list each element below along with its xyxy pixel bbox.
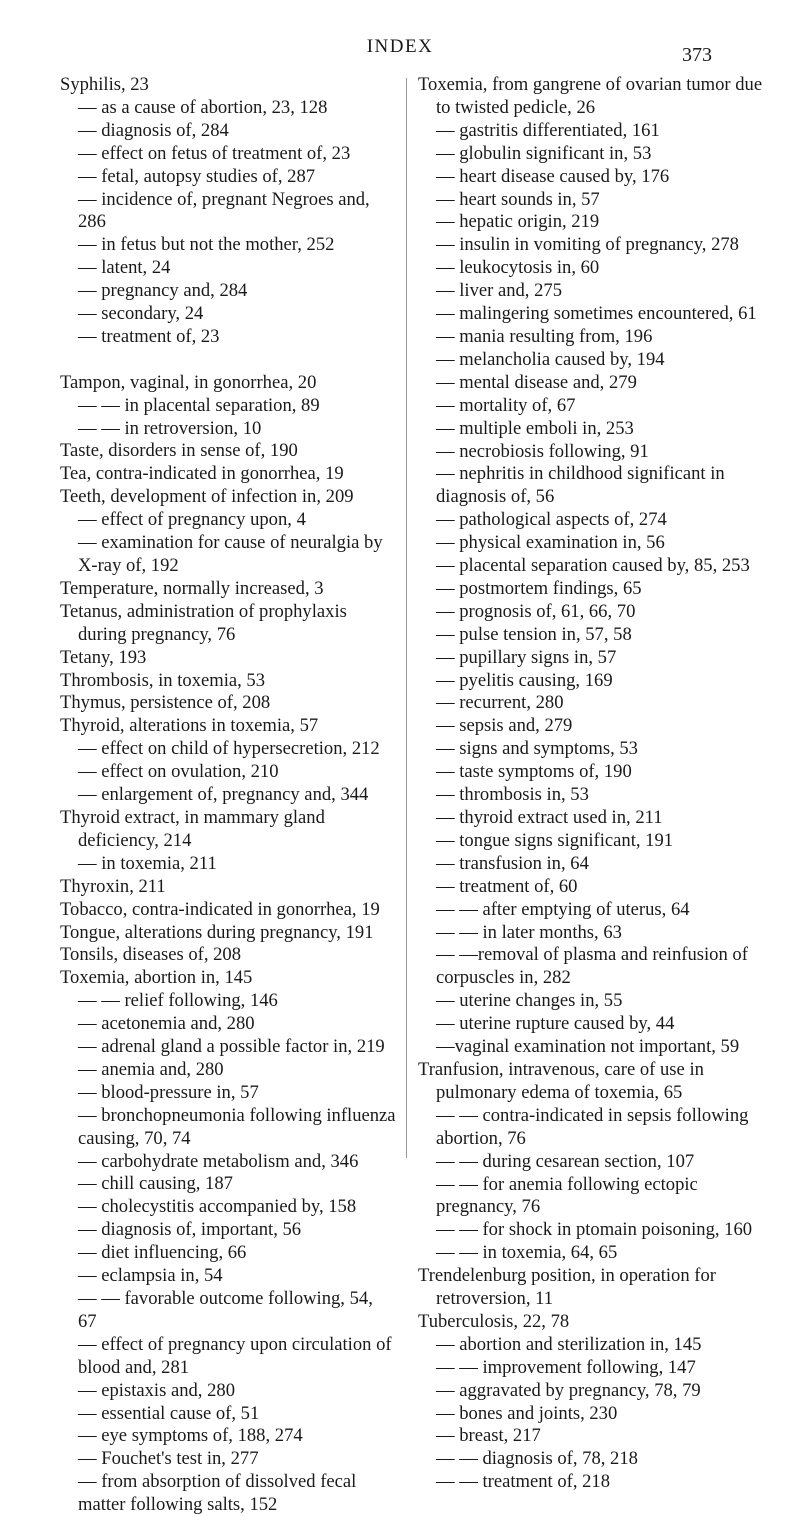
index-subentry: — mania resulting from, 196 bbox=[436, 325, 653, 347]
index-subentry: — chill causing, 187 bbox=[78, 1173, 233, 1195]
index-subentry: — — after emptying of uterus, 64 bbox=[436, 898, 690, 920]
index-subentry: — anemia and, 280 bbox=[78, 1058, 224, 1080]
index-subentry: — uterine rupture caused by, 44 bbox=[436, 1013, 675, 1035]
index-subentry: — — relief following, 146 bbox=[78, 990, 278, 1012]
index-subentry: — recurrent, 280 bbox=[436, 692, 564, 714]
index-subentry: — hepatic origin, 219 bbox=[436, 211, 600, 233]
index-subentry: — breast, 217 bbox=[436, 1425, 541, 1447]
index-heading-entry: Thyroxin, 211 bbox=[60, 875, 166, 897]
index-subentry: — Fouchet's test in, 277 bbox=[78, 1448, 259, 1470]
index-subentry: — effect on fetus of treatment of, 23 bbox=[78, 142, 351, 164]
index-subentry: — diagnosis of, 284 bbox=[78, 119, 229, 141]
index-subentry: — examination for cause of neuralgia by X-ray of, 192 bbox=[78, 532, 383, 577]
index-subentry: — insulin in vomiting of pregnancy, 278 bbox=[436, 234, 739, 256]
index-subentry: — liver and, 275 bbox=[436, 280, 562, 302]
index-subentry: — thrombosis in, 53 bbox=[436, 784, 589, 806]
index-subentry: — bones and joints, 230 bbox=[436, 1402, 618, 1424]
index-subentry: — pulse tension in, 57, 58 bbox=[436, 623, 632, 645]
index-subentry: — signs and symptoms, 53 bbox=[436, 738, 638, 760]
index-subentry: — — in later months, 63 bbox=[436, 921, 622, 943]
index-subentry: — mental disease and, 279 bbox=[436, 371, 637, 393]
index-subentry: — uterine changes in, 55 bbox=[436, 990, 623, 1012]
index-subentry: — prognosis of, 61, 66, 70 bbox=[436, 600, 636, 622]
index-heading-entry: Thymus, persistence of, 208 bbox=[60, 692, 271, 714]
index-subentry: —vaginal examination not important, 59 bbox=[436, 1036, 740, 1058]
index-subentry: — pathological aspects of, 274 bbox=[436, 509, 667, 531]
index-heading-entry: Toxemia, from gangrene of ovarian tumor due to twisted pedicle, 26 bbox=[418, 74, 763, 118]
index-heading-entry: Thrombosis, in toxemia, 53 bbox=[60, 669, 266, 691]
index-subentry: — effect on child of hypersecretion, 212 bbox=[78, 738, 380, 760]
index-subentry: — — for anemia following ectopic pregnancy, 76 bbox=[436, 1173, 698, 1218]
index-subentry: — necrobiosis following, 91 bbox=[436, 440, 649, 462]
index-subentry: — — diagnosis of, 78, 218 bbox=[436, 1448, 638, 1470]
index-subentry: — —removal of plasma and reinfusion of corpuscles in, 282 bbox=[436, 944, 748, 989]
index-heading-entry: Trendelenburg position, in operation for retroversion, 11 bbox=[418, 1265, 716, 1310]
index-subentry: — from absorption of dissolved fecal matter following salts, 152 bbox=[78, 1471, 357, 1516]
index-subentry: — essential cause of, 51 bbox=[78, 1402, 260, 1424]
index-subentry: — secondary, 24 bbox=[78, 303, 204, 325]
index-subentry: — adrenal gland a possible factor in, 219 bbox=[78, 1036, 385, 1058]
index-subentry: — effect on ovulation, 210 bbox=[78, 761, 279, 783]
index-subentry: — leukocytosis in, 60 bbox=[436, 257, 600, 279]
index-subentry: — transfusion in, 64 bbox=[436, 852, 589, 874]
index-heading-entry: Tranfusion, intravenous, care of use in pulmonary edema of toxemia, 65 bbox=[418, 1058, 704, 1103]
index-heading-entry: Toxemia, abortion in, 145 bbox=[60, 967, 253, 989]
index-subentry: — aggravated by pregnancy, 78, 79 bbox=[436, 1379, 701, 1401]
index-subentry: — as a cause of abortion, 23, 128 bbox=[78, 96, 328, 118]
index-subentry: — thyroid extract used in, 211 bbox=[436, 807, 663, 828]
index-subentry: — melancholia caused by, 194 bbox=[436, 348, 665, 370]
index-heading-entry: Thyroid extract, in mammary gland deficiency, 214 bbox=[60, 806, 325, 851]
index-subentry: — — during cesarean section, 107 bbox=[436, 1150, 695, 1172]
index-subentry: — nephritis in childhood significant in diagnosis of, 56 bbox=[436, 463, 725, 508]
index-subentry: — carbohydrate metabolism and, 346 bbox=[78, 1150, 359, 1172]
index-subentry: — multiple emboli in, 253 bbox=[436, 417, 634, 439]
index-subentry: — acetonemia and, 280 bbox=[78, 1013, 255, 1035]
index-heading-entry: Tuberculosis, 22, 78 bbox=[418, 1310, 570, 1332]
index-subentry: — enlargement of, pregnancy and, 344 bbox=[78, 784, 369, 806]
running-head: INDEX bbox=[366, 36, 434, 57]
index-subentry: — abortion and sterilization in, 145 bbox=[436, 1333, 702, 1355]
index-subentry: — cholecystitis accompanied by, 158 bbox=[78, 1196, 357, 1218]
index-subentry: — — favorable outcome following, 54, 67 bbox=[78, 1288, 373, 1332]
index-subentry: — malingering sometimes encountered, 61 bbox=[436, 303, 757, 325]
index-subentry: — fetal, autopsy studies of, 287 bbox=[78, 165, 316, 187]
index-heading-entry: Tetanus, administration of prophylaxis during pregnancy, 76 bbox=[60, 600, 347, 645]
index-heading-entry: Tea, contra-indicated in gonorrhea, 19 bbox=[60, 463, 344, 485]
index-subentry: — effect of pregnancy upon, 4 bbox=[78, 509, 306, 531]
index-subentry: — heart sounds in, 57 bbox=[436, 188, 600, 210]
index-heading-entry: Thyroid, alterations in toxemia, 57 bbox=[60, 715, 319, 737]
index-subentry: — pregnancy and, 284 bbox=[78, 280, 248, 302]
index-subentry: — pyelitis causing, 169 bbox=[436, 669, 613, 691]
index-subentry: — physical examination in, 56 bbox=[436, 532, 665, 554]
index-subentry: — — contra-indicated in sepsis following abortion, 76 bbox=[436, 1104, 749, 1149]
index-heading-entry: Tongue, alterations during pregnancy, 191 bbox=[60, 921, 374, 943]
index-heading-entry: Temperature, normally increased, 3 bbox=[60, 577, 324, 599]
index-subentry: — tongue signs significant, 191 bbox=[436, 829, 674, 851]
index-subentry: — blood-pressure in, 57 bbox=[78, 1081, 259, 1103]
index-subentry: — treatment of, 23 bbox=[78, 325, 220, 347]
index-subentry: — — improvement following, 147 bbox=[436, 1356, 696, 1378]
index-subentry: — in fetus but not the mother, 252 bbox=[78, 234, 335, 256]
column-divider bbox=[406, 78, 407, 1158]
index-subentry: — mortality of, 67 bbox=[436, 394, 576, 416]
index-heading-entry: Tetany, 193 bbox=[60, 646, 147, 668]
index-subentry: — — in retroversion, 10 bbox=[78, 417, 262, 439]
index-column-right bbox=[418, 74, 768, 1494]
index-subentry: — heart disease caused by, 176 bbox=[436, 165, 670, 187]
index-heading-entry: Tampon, vaginal, in gonorrhea, 20 bbox=[60, 371, 317, 393]
index-subentry: — sepsis and, 279 bbox=[436, 715, 573, 737]
index-subentry: — globulin significant in, 53 bbox=[436, 142, 652, 164]
index-heading-entry: Teeth, development of infection in, 209 bbox=[60, 486, 354, 508]
index-subentry: — eye symptoms of, 188, 274 bbox=[78, 1425, 303, 1447]
index-subentry: — diet influencing, 66 bbox=[78, 1242, 247, 1264]
index-heading-entry: Taste, disorders in sense of, 190 bbox=[60, 440, 298, 462]
index-subentry: — treatment of, 60 bbox=[436, 875, 578, 897]
index-subentry: — effect of pregnancy upon circulation of blood and, 281 bbox=[78, 1333, 392, 1378]
index-subentry: — pupillary signs in, 57 bbox=[436, 646, 617, 668]
index-subentry: — postmortem findings, 65 bbox=[436, 577, 642, 599]
index-heading-entry: Tobacco, contra-indicated in gonorrhea, 19 bbox=[60, 898, 380, 920]
page-number: 373 bbox=[682, 44, 712, 66]
index-subentry: — placental separation caused by, 85, 253 bbox=[436, 555, 750, 577]
page-header bbox=[0, 36, 800, 64]
index-subentry: — eclampsia in, 54 bbox=[78, 1265, 223, 1287]
index-subentry: — — treatment of, 218 bbox=[436, 1471, 611, 1493]
index-subentry: — gastritis differentiated, 161 bbox=[436, 119, 660, 141]
index-heading-entry: Tonsils, diseases of, 208 bbox=[60, 944, 242, 966]
index-subentry: — in toxemia, 211 bbox=[78, 852, 217, 874]
index-column-left bbox=[60, 74, 396, 1517]
index-subentry: — epistaxis and, 280 bbox=[78, 1379, 235, 1401]
index-subentry: — — in placental separation, 89 bbox=[78, 394, 320, 416]
index-subentry: — latent, 24 bbox=[78, 257, 171, 279]
index-subentry: — diagnosis of, important, 56 bbox=[78, 1219, 302, 1241]
index-subentry: — bronchopneumonia following influenza causing, 70, 74 bbox=[78, 1104, 396, 1149]
index-subentry: — incidence of, pregnant Negroes and, 286 bbox=[78, 188, 370, 233]
index-subentry: — — for shock in ptomain poisoning, 160 bbox=[436, 1219, 753, 1241]
index-heading-entry: Syphilis, 23 bbox=[60, 74, 149, 95]
index-subentry: — — in toxemia, 64, 65 bbox=[436, 1242, 618, 1264]
index-subentry: — taste symptoms of, 190 bbox=[436, 761, 632, 783]
